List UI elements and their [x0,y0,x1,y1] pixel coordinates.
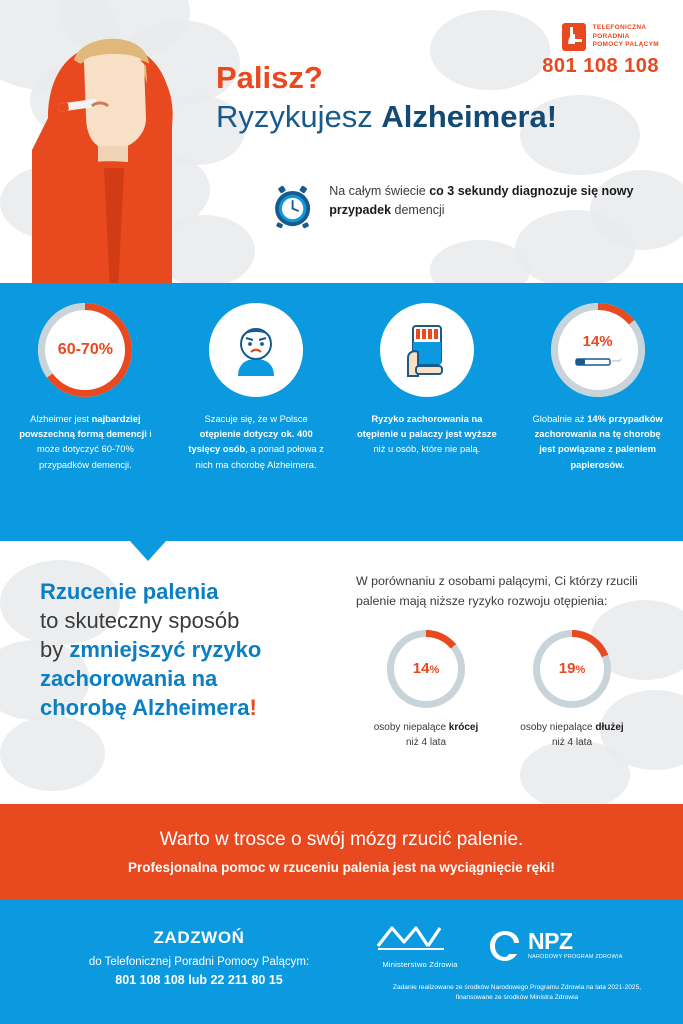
clock-stat-prefix: Na całym świecie [329,184,430,198]
quit-line-1: Rzucenie palenia [40,579,219,604]
donut-ring [533,630,611,708]
donut-center [45,310,125,390]
comparison-intro: W porównaniu z osobami palącymi, Ci którzy rzucili palenie mają niższe ryzyko rozwoju otępienia: [356,574,638,608]
stat-caption-4 [526,411,669,472]
ministry-logo-icon [374,922,466,952]
stat-column-global-14 [512,303,683,472]
cigarette-icon [551,303,645,397]
headline-line-1: Palisz? [216,60,323,95]
logo-line-2: PORADNIA [592,32,630,40]
stats-columns [0,303,683,472]
caption-part-bold: 14% przypadków zachorowania na tę chorobę jest powiązane z paleniem papierosów. [534,413,663,470]
footer-subtitle: do Telefonicznej Poradni Pomocy Palącym: [88,956,310,968]
clock-stat-text [329,178,652,221]
caption-part: , a ponad połowa z nich ma chorobę Alzheimera. [195,443,324,470]
donut-label [516,720,628,750]
smoking-person-illustration [0,0,250,290]
logo-line-1: TELEFONICZNA [592,23,647,31]
worried-person-icon [209,303,303,397]
stat-column-smoker-risk [342,303,513,472]
label-prefix: osoby niepalące [520,721,596,733]
quit-line-3 [40,635,340,664]
alarm-clock-icon [272,178,313,236]
npz-acronym: NPZ [528,928,573,955]
hand-cigarette-logo-icon [561,22,587,52]
stat-caption-1 [14,411,157,472]
label-bold: dłużej [595,721,624,733]
caption-part-bold: wyższe [464,428,497,440]
quit-line-4: zachorowania na [40,666,218,692]
donut-center [394,637,458,701]
stat-value-4: 14% [582,332,613,350]
label-suffix: niż 4 lata [551,736,593,748]
footer-title: ZADZWOŃ [153,928,245,947]
logo-text [593,24,659,50]
caption-part-bold: otępienie dotyczy ok. 400 tysięcy osób [188,428,313,455]
callout-line-2: Profesjonalna pomoc w rzuceniu palenia jest na wyciągnięcie ręki! [128,860,555,875]
caption-part: Globalnie aż [532,413,588,424]
stat-column-poland-cases [171,303,342,472]
npz-text [528,930,623,960]
label-suffix: niż 4 lata [405,736,447,748]
caption-part: niż u osób, które nie palą. [373,443,481,455]
headline-line-2-prefix: Ryzykujesz [216,98,382,134]
smoke-blob [520,740,630,810]
quit-line-3-bold: zmniejszyć ryzyko [69,637,262,663]
headline [216,60,666,135]
ministry-of-health-logo [374,922,466,969]
caption-part: Szacuje się, że w Polsce [204,413,308,424]
worried-person-glyph [224,318,288,382]
donut-unit: % [429,664,440,677]
label-bold: krócej [448,721,479,733]
npz-swirl-icon [488,929,522,963]
donut-value [413,660,439,677]
stat-caption-2 [185,411,328,472]
stat-caption-3 [356,411,499,457]
label-prefix: osoby niepalące [373,721,449,733]
clock-stat-bold: co 3 sekundy diagnozuje się nowy przypadek [329,184,634,218]
donut-quit-over-4-years [516,630,628,750]
caption-part: Alzheimer jest [30,413,92,424]
stat-column-alzheimer-share [0,303,171,472]
donut-center [558,310,638,390]
donut-label [370,720,482,750]
caption-part: i może dotyczyć 60-70% przypadków demencji. [36,428,152,470]
footer-fine-print: Zadanie realizowane ze środków Narodowego Programu Zdrowia na lata 2021-2025, finansowane ze środków Ministra Zdrowia [392,984,642,1002]
quit-risk-comparison [356,572,656,750]
footer-call-block [34,928,364,987]
clock-stat-suffix: demencji [391,203,445,218]
cigarette-glyph [574,354,622,368]
footer-logos-row [374,922,660,969]
npz-full-name: NARODOWY PROGRAM ZDROWIA [528,954,623,961]
stats-band-notch [130,541,166,561]
logo-phone-number: 801 108 108 [542,55,659,77]
smoke-blob [0,716,105,791]
quit-message [40,578,340,722]
callout-band [0,804,683,900]
quit-line-2: to skuteczny sposób [40,608,240,634]
callout-line-1: Warto w trosce o swój mózg rzucić palenie. [159,829,524,850]
caption-part-bold: Ryzyko zachorowania na otępienie u palaczy jest [357,413,483,440]
quit-line-3-prefix: by [40,637,70,663]
donut-ring [387,630,465,708]
donut-center [540,637,604,701]
npz-logo [488,929,623,963]
quit-line-5-exclamation: ! [249,695,257,721]
comparison-donuts [356,630,656,750]
donut-number: 14 [412,660,430,678]
headline-line-2 [216,98,666,135]
footer-phone[interactable]: 801 108 108 lub 22 211 80 15 [115,973,283,987]
donut-chart-icon [38,303,132,397]
stat-value-1: 60-70% [57,341,113,358]
cigarette-pack-glyph [396,318,458,382]
headline-line-2-bold: Alzheimera! [381,98,558,134]
quit-line-5-text: chorobę Alzheimera [40,695,250,721]
logo-row [542,22,659,52]
clock-stat [272,178,652,236]
quit-line-5 [40,693,340,722]
donut-value [559,660,585,677]
ministry-caption: Ministerstwo Zdrowia [382,960,458,969]
donut-number: 19 [558,660,576,678]
donut-quit-under-4-years [370,630,482,750]
logo-line-3: POMOCY PALĄCYM [592,41,659,49]
donut-unit: % [575,664,586,677]
cigarette-pack-hand-icon [380,303,474,397]
caption-part-bold: najbardziej powszechną formą demencji [19,413,147,440]
footer-logos-block [374,922,660,1003]
